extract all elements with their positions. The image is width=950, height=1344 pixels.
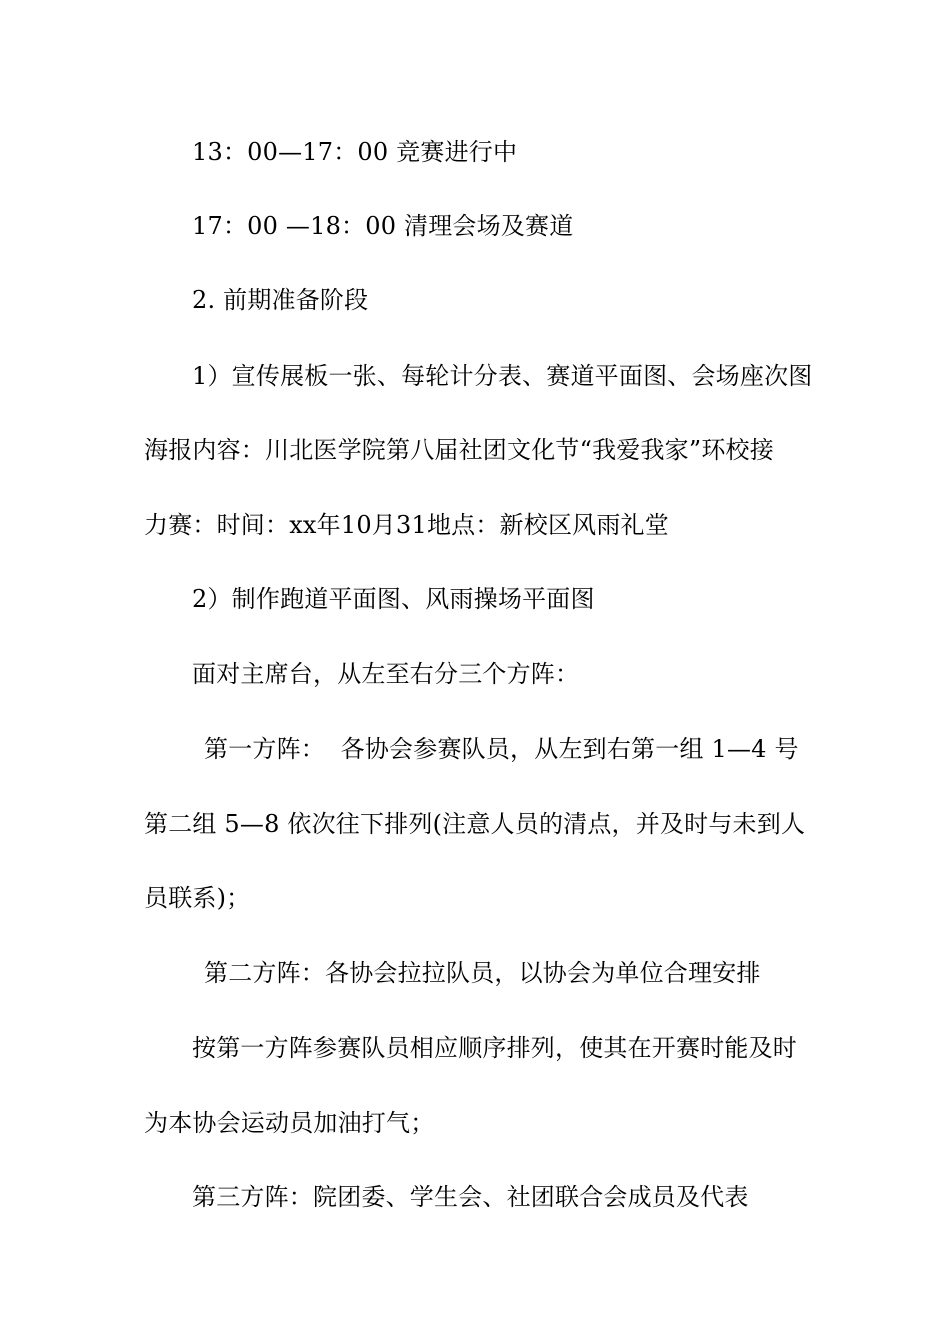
paragraph-line: 第二组 5—8 依次往下排列(注意人员的清点，并及时与未到人: [144, 810, 806, 838]
paragraph-line: 为本协会运动员加油打气；: [144, 1109, 435, 1137]
paragraph-line: 面对主席台，从左至右分三个方阵：: [192, 660, 580, 688]
paragraph-line: 第二方阵：各协会拉拉队员，以协会为单位合理安排: [204, 959, 761, 987]
paragraph-line: 1）宣传展板一张、每轮计分表、赛道平面图、会场座次图: [192, 362, 813, 390]
paragraph-line: 2）制作跑道平面图、风雨操场平面图: [192, 585, 595, 613]
section-heading: 2. 前期准备阶段: [192, 286, 369, 314]
paragraph-line: 第三方阵：院团委、学生会、社团联合会成员及代表: [192, 1183, 749, 1211]
schedule-line-cleanup: 17：00 —18：00 清理会场及赛道: [192, 212, 574, 240]
paragraph-line: 第一方阵： 各协会参赛队员，从左到右第一组 1—4 号: [204, 735, 799, 763]
paragraph-line: 员联系)；: [144, 884, 251, 912]
paragraph-line: 力赛：时间：xx年10月31地点：新校区风雨礼堂: [144, 511, 669, 539]
paragraph-line: 海报内容：川北医学院第八届社团文化节“我爱我家”环校接: [144, 436, 774, 464]
schedule-line-competition: 13：00—17：00 竞赛进行中: [192, 138, 518, 166]
paragraph-line: 按第一方阵参赛队员相应顺序排列，使其在开赛时能及时: [192, 1034, 797, 1062]
